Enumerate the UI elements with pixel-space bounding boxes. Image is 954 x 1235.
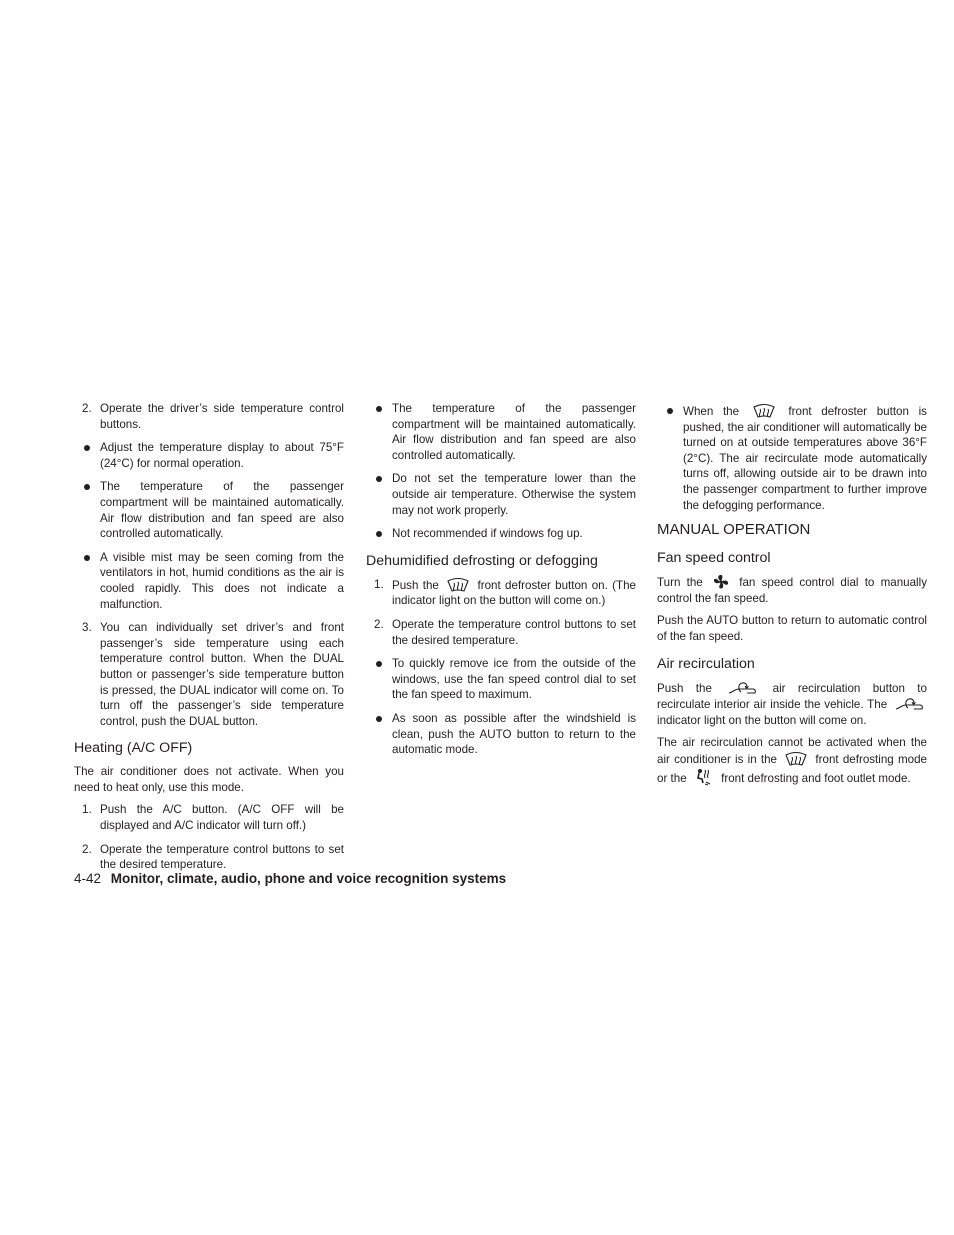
recirc-text-d: The air recirculation cannot be activated when the air conditioner is in the xyxy=(657,736,927,766)
step-text: Operate the temperature control buttons to set the desired temperature. xyxy=(100,842,344,872)
list-item xyxy=(366,471,636,518)
step-text-a: Push the xyxy=(392,578,439,592)
page-number: 4-42 xyxy=(74,871,102,886)
fan-paragraph-1 xyxy=(657,574,927,606)
bullet-icon xyxy=(376,716,382,722)
bullet-icon xyxy=(376,661,382,667)
list-item xyxy=(366,577,636,609)
recirc-text-c: indicator light on the button will come on. xyxy=(657,713,867,727)
step-text-b: front defroster button on. (The indicator light on the button will come on.) xyxy=(392,578,636,608)
list-item xyxy=(74,440,344,471)
front-defroster-icon xyxy=(752,403,776,419)
step-number: 1. xyxy=(374,577,384,591)
fan-paragraph-2: Push the AUTO button to return to automatic control of the fan speed. xyxy=(657,614,927,643)
bullet-icon xyxy=(84,445,90,451)
page-footer xyxy=(74,871,506,886)
column-middle xyxy=(366,401,636,766)
front-defroster-icon xyxy=(446,577,470,593)
front-defroster-icon xyxy=(784,751,808,767)
bullet-text-b: front defroster button is pushed, the air conditioner will automatically be turned on at outside temperatures above 36°F (2°C). The air recirculate mode automatically turns off, allowing outside air to be drawn into the passenger compartment to further improve the defogging performance. xyxy=(683,405,927,512)
section-title: Monitor, climate, audio, phone and voice recognition systems xyxy=(110,871,507,886)
list-item xyxy=(366,401,636,463)
recirc-text-a: Push the xyxy=(657,681,712,695)
bullet-icon xyxy=(376,406,382,412)
bullet-icon xyxy=(376,531,382,537)
list-item xyxy=(366,656,636,703)
bullet-icon xyxy=(376,476,382,482)
air-recirculation-icon xyxy=(894,696,924,712)
heating-intro: The air conditioner does not activate. When you need to heat only, use this mode. xyxy=(74,765,344,794)
recirc-text-e: front defrosting mode or the xyxy=(657,752,927,785)
step-number: 3. xyxy=(82,621,92,635)
fan-text-b: fan speed control dial to manually control the fan speed. xyxy=(657,576,927,605)
list-item xyxy=(74,479,344,541)
list-item xyxy=(366,617,636,648)
list-item xyxy=(74,550,344,612)
recirc-paragraph-2 xyxy=(657,735,927,786)
heading-dehumidified: Dehumidified defrosting or defogging xyxy=(366,552,598,569)
heading-heating: Heating (A/C OFF) xyxy=(74,740,193,757)
bullet-icon xyxy=(667,408,673,414)
fan-text-a: Turn the xyxy=(657,576,703,590)
bullet-icon xyxy=(84,484,90,490)
bullet-text: Do not set the temperature lower than the outside air temperature. Otherwise the system may not work properly. xyxy=(392,472,636,517)
bullet-text: Not recommended if windows fog up. xyxy=(392,527,583,541)
heading-air-recirculation: Air recirculation xyxy=(657,655,755,672)
recirc-paragraph-1 xyxy=(657,680,927,729)
defrost-foot-icon xyxy=(693,768,715,786)
step-number: 2. xyxy=(374,617,384,631)
list-item xyxy=(74,802,344,833)
fan-icon xyxy=(712,574,730,590)
heading-fan-speed: Fan speed control xyxy=(657,550,771,567)
air-recirculation-icon xyxy=(727,680,757,696)
list-item xyxy=(74,842,344,873)
bullet-text: The temperature of the passenger compartment will be maintained automatically. Air flow distribution and fan speed are also controlled automatically. xyxy=(100,480,344,541)
step-text: You can individually set driver’s and front passenger’s side temperature using each temperature control button. When the DUAL button or passenger’s side temperature button is pressed, the DUAL indicator will come on. To turn off the passenger’s side temperature control, push the DUAL button. xyxy=(100,621,344,728)
list-item xyxy=(74,620,344,729)
step-text: Operate the driver’s side temperature control buttons. xyxy=(100,402,344,431)
column-left xyxy=(74,401,344,881)
bullet-text: As soon as possible after the windshield is clean, push the AUTO button to return to the automatic mode. xyxy=(392,711,636,757)
bullet-icon xyxy=(84,555,90,561)
recirc-text-b: air recirculation button to recirculate interior air inside the vehicle. The xyxy=(657,681,927,712)
step-number: 1. xyxy=(82,803,92,817)
step-text: Push the A/C button. (A/C OFF will be displayed and A/C indicator will turn off.) xyxy=(100,803,344,833)
step-text: Operate the temperature control buttons to set the desired temperature. xyxy=(392,617,636,647)
bullet-text: To quickly remove ice from the outside of the windows, use the fan speed control dial to set the fan speed to maximum. xyxy=(392,657,636,702)
bullet-text: The temperature of the passenger compartment will be maintained automatically. Air flow distribution and fan speed are also controlled automatically. xyxy=(392,402,636,462)
column-right xyxy=(657,403,927,793)
bullet-text: A visible mist may be seen coming from the ventilators in hot, humid conditions as the air is cooled rapidly. This does not indicate a malfunction. xyxy=(100,550,344,611)
bullet-text: Adjust the temperature display to about 75°F (24°C) for normal operation. xyxy=(100,441,344,470)
list-item xyxy=(366,711,636,758)
recirc-text-f: front defrosting and foot outlet mode. xyxy=(721,771,911,785)
list-item xyxy=(366,526,636,542)
step-number: 2. xyxy=(82,402,92,415)
heading-manual-operation: MANUAL OPERATION xyxy=(657,521,811,539)
bullet-text-a: When the xyxy=(683,405,740,418)
list-item xyxy=(657,403,927,513)
step-number: 2. xyxy=(82,842,92,856)
list-item xyxy=(74,401,344,432)
